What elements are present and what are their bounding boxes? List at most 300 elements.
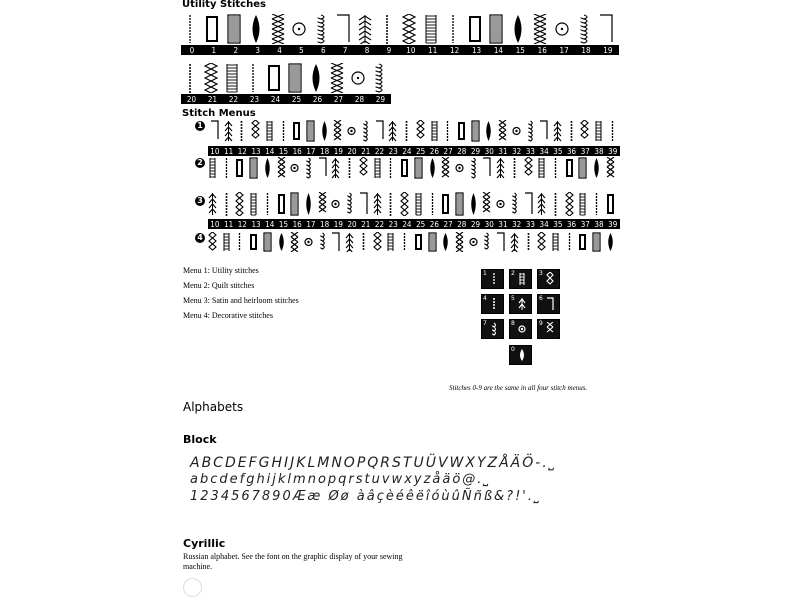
stitch-pattern-icon: [279, 120, 288, 142]
tile-number: 9: [539, 320, 543, 327]
stitch-pattern-icon: [373, 157, 382, 179]
stitch-pattern-icon: [205, 14, 219, 44]
stitch-pattern-icon: [402, 120, 411, 142]
stitch-number: 2: [233, 45, 239, 55]
stitch-number: 29: [375, 94, 386, 104]
stitch-number: 13: [251, 146, 261, 156]
stitch-pattern-icon: [400, 157, 409, 179]
stitch-pattern-icon: [222, 192, 231, 216]
stitch-pattern-icon: [208, 157, 217, 179]
tile-stitch-icon: [490, 272, 498, 286]
stitch-number: 28: [354, 94, 365, 104]
stitch-number: 26: [312, 94, 323, 104]
stitch-number: 10: [210, 146, 220, 156]
stitch-number: 35: [553, 146, 563, 156]
stitch-pattern-icon: [249, 232, 258, 252]
stitch-pattern-icon: [510, 192, 519, 216]
stitch-number: 24: [402, 219, 412, 229]
stitch-pattern-icon: [414, 157, 423, 179]
stitch-pattern-icon: [484, 120, 493, 142]
stitch-number: 21: [207, 94, 218, 104]
stitch-number: 12: [237, 146, 247, 156]
stitch-pattern-icon: [304, 157, 313, 179]
utility-number-strip-1: [181, 45, 619, 55]
stitch-pattern-icon: [565, 232, 574, 252]
utility-stitches-heading: Utility Stitches: [182, 0, 266, 10]
menu3-number-strip: [208, 219, 620, 229]
stitch-pattern-icon: [524, 192, 533, 216]
stitch-pattern-icon: [455, 192, 464, 216]
tile-stitch-icon: [518, 272, 526, 286]
stitch-number: 33: [525, 146, 535, 156]
stitch-pattern-icon: [428, 192, 437, 216]
stitch-pattern-icon: [380, 14, 394, 44]
stitch-pattern-icon: [265, 120, 274, 142]
brand-stamp-icon: [183, 578, 202, 597]
stitch-number: 39: [608, 146, 618, 156]
stitch-number: 17: [306, 219, 316, 229]
stitch-pattern-icon: [235, 192, 244, 216]
tile-number: 2: [511, 270, 515, 277]
stitch-pattern-icon: [551, 192, 560, 216]
stitch-number: 23: [388, 219, 398, 229]
stitch-number: 20: [186, 94, 197, 104]
stitch-pattern-icon: [373, 192, 382, 216]
stitch-number: 11: [428, 45, 438, 55]
stitch-pattern-icon: [416, 120, 425, 142]
stitch-number: 9: [386, 45, 392, 55]
stitch-pattern-icon: [183, 63, 197, 93]
stitch-pattern-icon: [351, 63, 365, 93]
stitch-pattern-icon: [358, 14, 372, 44]
stitch-pattern-icon: [606, 157, 615, 179]
stitch-pattern-icon: [580, 120, 589, 142]
stitch-tile: [537, 269, 560, 289]
stitch-pattern-icon: [578, 192, 587, 216]
tile-stitch-icon: [518, 297, 526, 311]
stitch-number: 22: [374, 146, 385, 156]
stitch-pattern-icon: [375, 120, 384, 142]
stitch-number: 16: [292, 219, 302, 229]
stitch-pattern-icon: [400, 232, 409, 252]
stitch-tile: [537, 294, 560, 314]
block-digits-row: 1234567890Ææ Øø àâçèéêëîóùûÑñß&?!'.⎵: [190, 489, 542, 504]
stitch-pattern-icon: [222, 232, 231, 252]
stitch-pattern-icon: [331, 157, 340, 179]
stitch-tile: [509, 269, 532, 289]
stitch-pattern-icon: [304, 192, 313, 216]
stitch-number: 0: [189, 45, 195, 55]
stitch-pattern-icon: [386, 157, 395, 179]
stitch-pattern-icon: [402, 14, 416, 44]
stitch-number: 29: [470, 219, 481, 229]
stitch-pattern-icon: [608, 120, 617, 142]
stitch-number: 28: [457, 146, 467, 156]
stitch-number: 13: [471, 45, 482, 55]
stitch-pattern-icon: [314, 14, 328, 44]
tile-number: 5: [511, 295, 515, 302]
stitch-pattern-icon: [489, 14, 503, 44]
stitch-number: 18: [320, 146, 330, 156]
tile-number: 8: [511, 320, 515, 327]
stitch-pattern-icon: [359, 157, 368, 179]
stitch-pattern-icon: [498, 120, 507, 142]
stitch-pattern-icon: [183, 14, 197, 44]
stitch-pattern-icon: [359, 232, 368, 252]
stitch-number: 17: [559, 45, 569, 55]
stitch-pattern-icon: [565, 157, 574, 179]
menu-list-item: Menu 2: Quilt stitches: [183, 281, 255, 290]
stitch-pattern-icon: [288, 63, 302, 93]
stitch-pattern-icon: [524, 232, 533, 252]
stitch-pattern-icon: [263, 232, 272, 252]
stitch-number: 7: [342, 45, 348, 55]
stitch-pattern-icon: [249, 157, 258, 179]
stitch-number: 14: [265, 146, 275, 156]
stitch-pattern-icon: [468, 14, 482, 44]
stitch-number: 1: [211, 45, 217, 55]
stitch-number: 34: [539, 219, 549, 229]
stitch-pattern-icon: [441, 232, 450, 252]
stitch-pattern-icon: [237, 120, 246, 142]
menu2-stitches: [208, 157, 620, 179]
stitch-number: 19: [333, 146, 343, 156]
stitch-pattern-icon: [578, 157, 587, 179]
tile-number: 0: [511, 346, 515, 353]
stitch-number: 38: [594, 146, 604, 156]
tile-number: 3: [539, 270, 543, 277]
stitch-pattern-icon: [320, 120, 329, 142]
tile-number: 4: [483, 295, 487, 302]
stitch-number: 21: [361, 219, 371, 229]
stitch-number: 24: [270, 94, 281, 104]
stitch-pattern-icon: [333, 120, 342, 142]
stitch-number: 33: [525, 219, 535, 229]
stitch-pattern-icon: [537, 192, 546, 216]
stitch-number: 12: [237, 219, 247, 229]
stitch-pattern-icon: [388, 120, 397, 142]
stitch-pattern-icon: [482, 192, 491, 216]
stitch-pattern-icon: [277, 192, 286, 216]
stitch-pattern-icon: [510, 232, 519, 252]
stitch-number: 19: [333, 219, 343, 229]
stitch-tile: [509, 345, 532, 365]
stitch-pattern-icon: [537, 232, 546, 252]
utility-stitches-row1: [183, 14, 621, 44]
stitch-pattern-icon: [204, 63, 218, 93]
stitch-number: 25: [416, 146, 426, 156]
stitch-pattern-icon: [512, 120, 521, 142]
stitch-pattern-icon: [318, 157, 327, 179]
stitch-number: 35: [553, 219, 563, 229]
stitch-pattern-icon: [400, 192, 409, 216]
stitch-pattern-icon: [428, 232, 437, 252]
menu-bullet-1: 1: [195, 121, 205, 131]
stitch-number: 26: [429, 219, 439, 229]
stitch-number: 18: [320, 219, 330, 229]
menu-list: [183, 263, 299, 323]
stitch-pattern-icon: [386, 192, 395, 216]
stitch-pattern-icon: [345, 232, 354, 252]
tile-stitch-icon: [546, 297, 554, 311]
stitch-pattern-icon: [428, 157, 437, 179]
stitch-pattern-icon: [565, 192, 574, 216]
menu-bullet-3: 3: [195, 196, 205, 206]
tile-stitch-icon: [518, 322, 526, 336]
stitch-pattern-icon: [246, 63, 260, 93]
stitch-pattern-icon: [318, 232, 327, 252]
stitch-number: 4: [277, 45, 282, 55]
stitch-number: 30: [484, 219, 494, 229]
stitch-pattern-icon: [263, 157, 272, 179]
stitch-pattern-icon: [555, 14, 569, 44]
menu4-stitches: [208, 232, 620, 252]
stitch-pattern-icon: [457, 120, 466, 142]
stitch-pattern-icon: [249, 14, 263, 44]
menu1-number-strip: [208, 146, 620, 156]
stitch-number: 15: [515, 45, 525, 55]
stitch-number: 18: [581, 45, 591, 55]
tile-number: 1: [483, 270, 487, 277]
stitch-pattern-icon: [318, 192, 327, 216]
stitch-pattern-icon: [441, 157, 450, 179]
stitch-number: 20: [347, 146, 357, 156]
stitch-number: 15: [278, 146, 289, 156]
stitch-tile: [509, 319, 532, 339]
stitch-pattern-icon: [292, 14, 306, 44]
stitch-number: 26: [429, 146, 439, 156]
stitch-pattern-icon: [309, 63, 323, 93]
stitch-number: 39: [608, 219, 618, 229]
stitch-number: 25: [416, 219, 426, 229]
stitch-pattern-icon: [361, 120, 370, 142]
stitch-number: 14: [265, 219, 275, 229]
stitch-number: 23: [388, 146, 398, 156]
stitch-pattern-icon: [290, 232, 299, 252]
stitch-pattern-icon: [511, 14, 525, 44]
menu-bullet-2: 2: [195, 158, 205, 168]
cyrillic-heading: Cyrillic: [183, 537, 226, 550]
stitch-number: 8: [364, 45, 370, 55]
stitch-number: 10: [406, 45, 416, 55]
stitch-pattern-icon: [496, 157, 505, 179]
stitch-number: 36: [566, 146, 577, 156]
stitch-number: 24: [402, 146, 412, 156]
stitch-pattern-icon: [592, 157, 601, 179]
stitch-tile: [481, 269, 504, 289]
stitch-pattern-icon: [210, 120, 219, 142]
stitch-pattern-icon: [267, 63, 281, 93]
stitch-pattern-icon: [455, 232, 464, 252]
stitch-number: 30: [484, 146, 494, 156]
utility-number-strip-2: [181, 94, 391, 104]
stitch-tile: [537, 319, 560, 339]
stitch-pattern-icon: [606, 192, 615, 216]
stitch-number: 10: [210, 219, 220, 229]
stitch-number: 27: [443, 219, 453, 229]
tile-stitch-icon: [490, 297, 498, 311]
tile-stitch-icon: [546, 322, 554, 336]
stitch-pattern-icon: [224, 120, 233, 142]
stitch-pattern-icon: [599, 14, 613, 44]
stitch-number: 20: [347, 219, 357, 229]
stitch-pattern-icon: [251, 120, 260, 142]
stitch-number: 37: [580, 219, 590, 229]
stitch-number: 27: [443, 146, 453, 156]
stitch-pattern-icon: [306, 120, 315, 142]
stitch-pattern-icon: [414, 232, 423, 252]
stitch-number: 5: [299, 45, 304, 55]
menu1-stitches: [210, 120, 622, 142]
stitch-pattern-icon: [330, 63, 344, 93]
stitch-pattern-icon: [567, 120, 576, 142]
stitch-pattern-icon: [271, 14, 285, 44]
tiles-caption: Stitches 0-9 are the same in all four stitch menus.: [449, 384, 588, 392]
stitch-number: 6: [321, 45, 326, 55]
stitch-number: 38: [594, 219, 604, 229]
stitch-pattern-icon: [235, 232, 244, 252]
stitch-number: 32: [512, 146, 522, 156]
stitch-pattern-icon: [373, 232, 382, 252]
stitch-tile: [509, 294, 532, 314]
stitch-pattern-icon: [292, 120, 301, 142]
stitch-pattern-icon: [386, 232, 395, 252]
stitch-number: 16: [537, 45, 547, 55]
stitch-pattern-icon: [345, 157, 354, 179]
stitch-number: 23: [249, 94, 260, 104]
stitch-pattern-icon: [592, 232, 601, 252]
stitch-pattern-icon: [533, 14, 547, 44]
menu3-stitches: [208, 192, 620, 216]
stitch-tile: [481, 319, 504, 339]
stitch-number: 28: [457, 219, 467, 229]
stitch-pattern-icon: [482, 232, 491, 252]
stitch-number: 15: [278, 219, 289, 229]
block-lowercase-row: abcdefghijklmnopqrstuvwxyzåäö@.⎵: [190, 472, 491, 487]
menu-bullet-4: 4: [195, 233, 205, 243]
stitch-pattern-icon: [592, 192, 601, 216]
stitch-tile: [481, 294, 504, 314]
stitch-number: 31: [498, 146, 508, 156]
stitch-pattern-icon: [304, 232, 313, 252]
stitch-pattern-icon: [359, 192, 368, 216]
stitch-pattern-icon: [290, 192, 299, 216]
menu-list-item: Menu 3: Satin and heirloom stitches: [183, 296, 299, 305]
stitch-pattern-icon: [469, 192, 478, 216]
stitch-number: 37: [580, 146, 590, 156]
stitch-number: 22: [228, 94, 239, 104]
stitch-pattern-icon: [551, 232, 560, 252]
stitch-pattern-icon: [578, 232, 587, 252]
stitch-pattern-icon: [469, 157, 478, 179]
tile-number: 6: [539, 295, 543, 302]
stitch-pattern-icon: [455, 157, 464, 179]
stitch-pattern-icon: [222, 157, 231, 179]
stitch-pattern-icon: [606, 232, 615, 252]
stitch-pattern-icon: [208, 192, 217, 216]
tile-stitch-icon: [546, 272, 554, 286]
stitch-number: 27: [333, 94, 344, 104]
stitch-pattern-icon: [347, 120, 356, 142]
stitch-pattern-icon: [414, 192, 423, 216]
stitch-pattern-icon: [208, 232, 217, 252]
stitch-pattern-icon: [471, 120, 480, 142]
stitch-number: 14: [493, 45, 503, 55]
stitch-number: 22: [374, 219, 385, 229]
stitch-pattern-icon: [336, 14, 350, 44]
utility-stitches-row2: [183, 63, 393, 93]
stitch-pattern-icon: [443, 120, 452, 142]
stitch-pattern-icon: [537, 157, 546, 179]
stitch-number: 3: [255, 45, 260, 55]
menu-list-item: Menu 1: Utility stitches: [183, 266, 259, 275]
stitch-number: 34: [539, 146, 549, 156]
menu-list-item: Menu 4: Decorative stitches: [183, 311, 273, 320]
stitch-pattern-icon: [526, 120, 535, 142]
stitch-pattern-icon: [249, 192, 258, 216]
tile-stitch-icon: [490, 322, 498, 336]
block-heading: Block: [183, 433, 217, 446]
stitch-pattern-icon: [331, 232, 340, 252]
stitch-pattern-icon: [551, 157, 560, 179]
stitch-menus-heading: Stitch Menus: [182, 108, 256, 119]
stitch-number: 17: [306, 146, 316, 156]
stitch-pattern-icon: [594, 120, 603, 142]
stitch-pattern-icon: [446, 14, 460, 44]
stitch-pattern-icon: [496, 192, 505, 216]
stitch-pattern-icon: [263, 192, 272, 216]
stitch-pattern-icon: [553, 120, 562, 142]
cyrillic-description: Russian alphabet. See the font on the graphic display of your sewing machine.: [183, 552, 403, 571]
stitch-pattern-icon: [424, 14, 438, 44]
tile-stitch-icon: [518, 348, 526, 362]
stitch-pattern-icon: [539, 120, 548, 142]
stitch-pattern-icon: [482, 157, 491, 179]
stitch-pattern-icon: [430, 120, 439, 142]
stitch-pattern-icon: [510, 157, 519, 179]
stitch-pattern-icon: [225, 63, 239, 93]
stitch-pattern-icon: [277, 232, 286, 252]
block-uppercase-row: ABCDEFGHIJKLMNOPQRSTUÜVWXYZÅÄÖ-.⎵: [190, 455, 557, 471]
tile-number: 7: [483, 320, 487, 327]
stitch-pattern-icon: [290, 157, 299, 179]
stitch-number: 29: [470, 146, 481, 156]
stitch-pattern-icon: [577, 14, 591, 44]
stitch-pattern-icon: [227, 14, 241, 44]
stitch-pattern-icon: [524, 157, 533, 179]
stitch-pattern-icon: [277, 157, 286, 179]
stitch-pattern-icon: [372, 63, 386, 93]
stitch-pattern-icon: [345, 192, 354, 216]
stitch-number: 12: [450, 45, 460, 55]
stitch-pattern-icon: [441, 192, 450, 216]
alphabets-heading: Alphabets: [183, 400, 244, 414]
stitch-number: 13: [251, 219, 261, 229]
stitch-number: 36: [566, 219, 577, 229]
stitch-number: 16: [292, 146, 302, 156]
stitch-number: 11: [224, 219, 234, 229]
stitch-number: 31: [498, 219, 508, 229]
stitch-pattern-icon: [469, 232, 478, 252]
stitch-pattern-icon: [496, 232, 505, 252]
stitch-number: 11: [224, 146, 234, 156]
stitch-number: 25: [291, 94, 302, 104]
stitch-pattern-icon: [235, 157, 244, 179]
stitch-pattern-icon: [331, 192, 340, 216]
stitch-number: 32: [512, 219, 522, 229]
stitch-number: 21: [361, 146, 371, 156]
stitch-number: 19: [603, 45, 613, 55]
